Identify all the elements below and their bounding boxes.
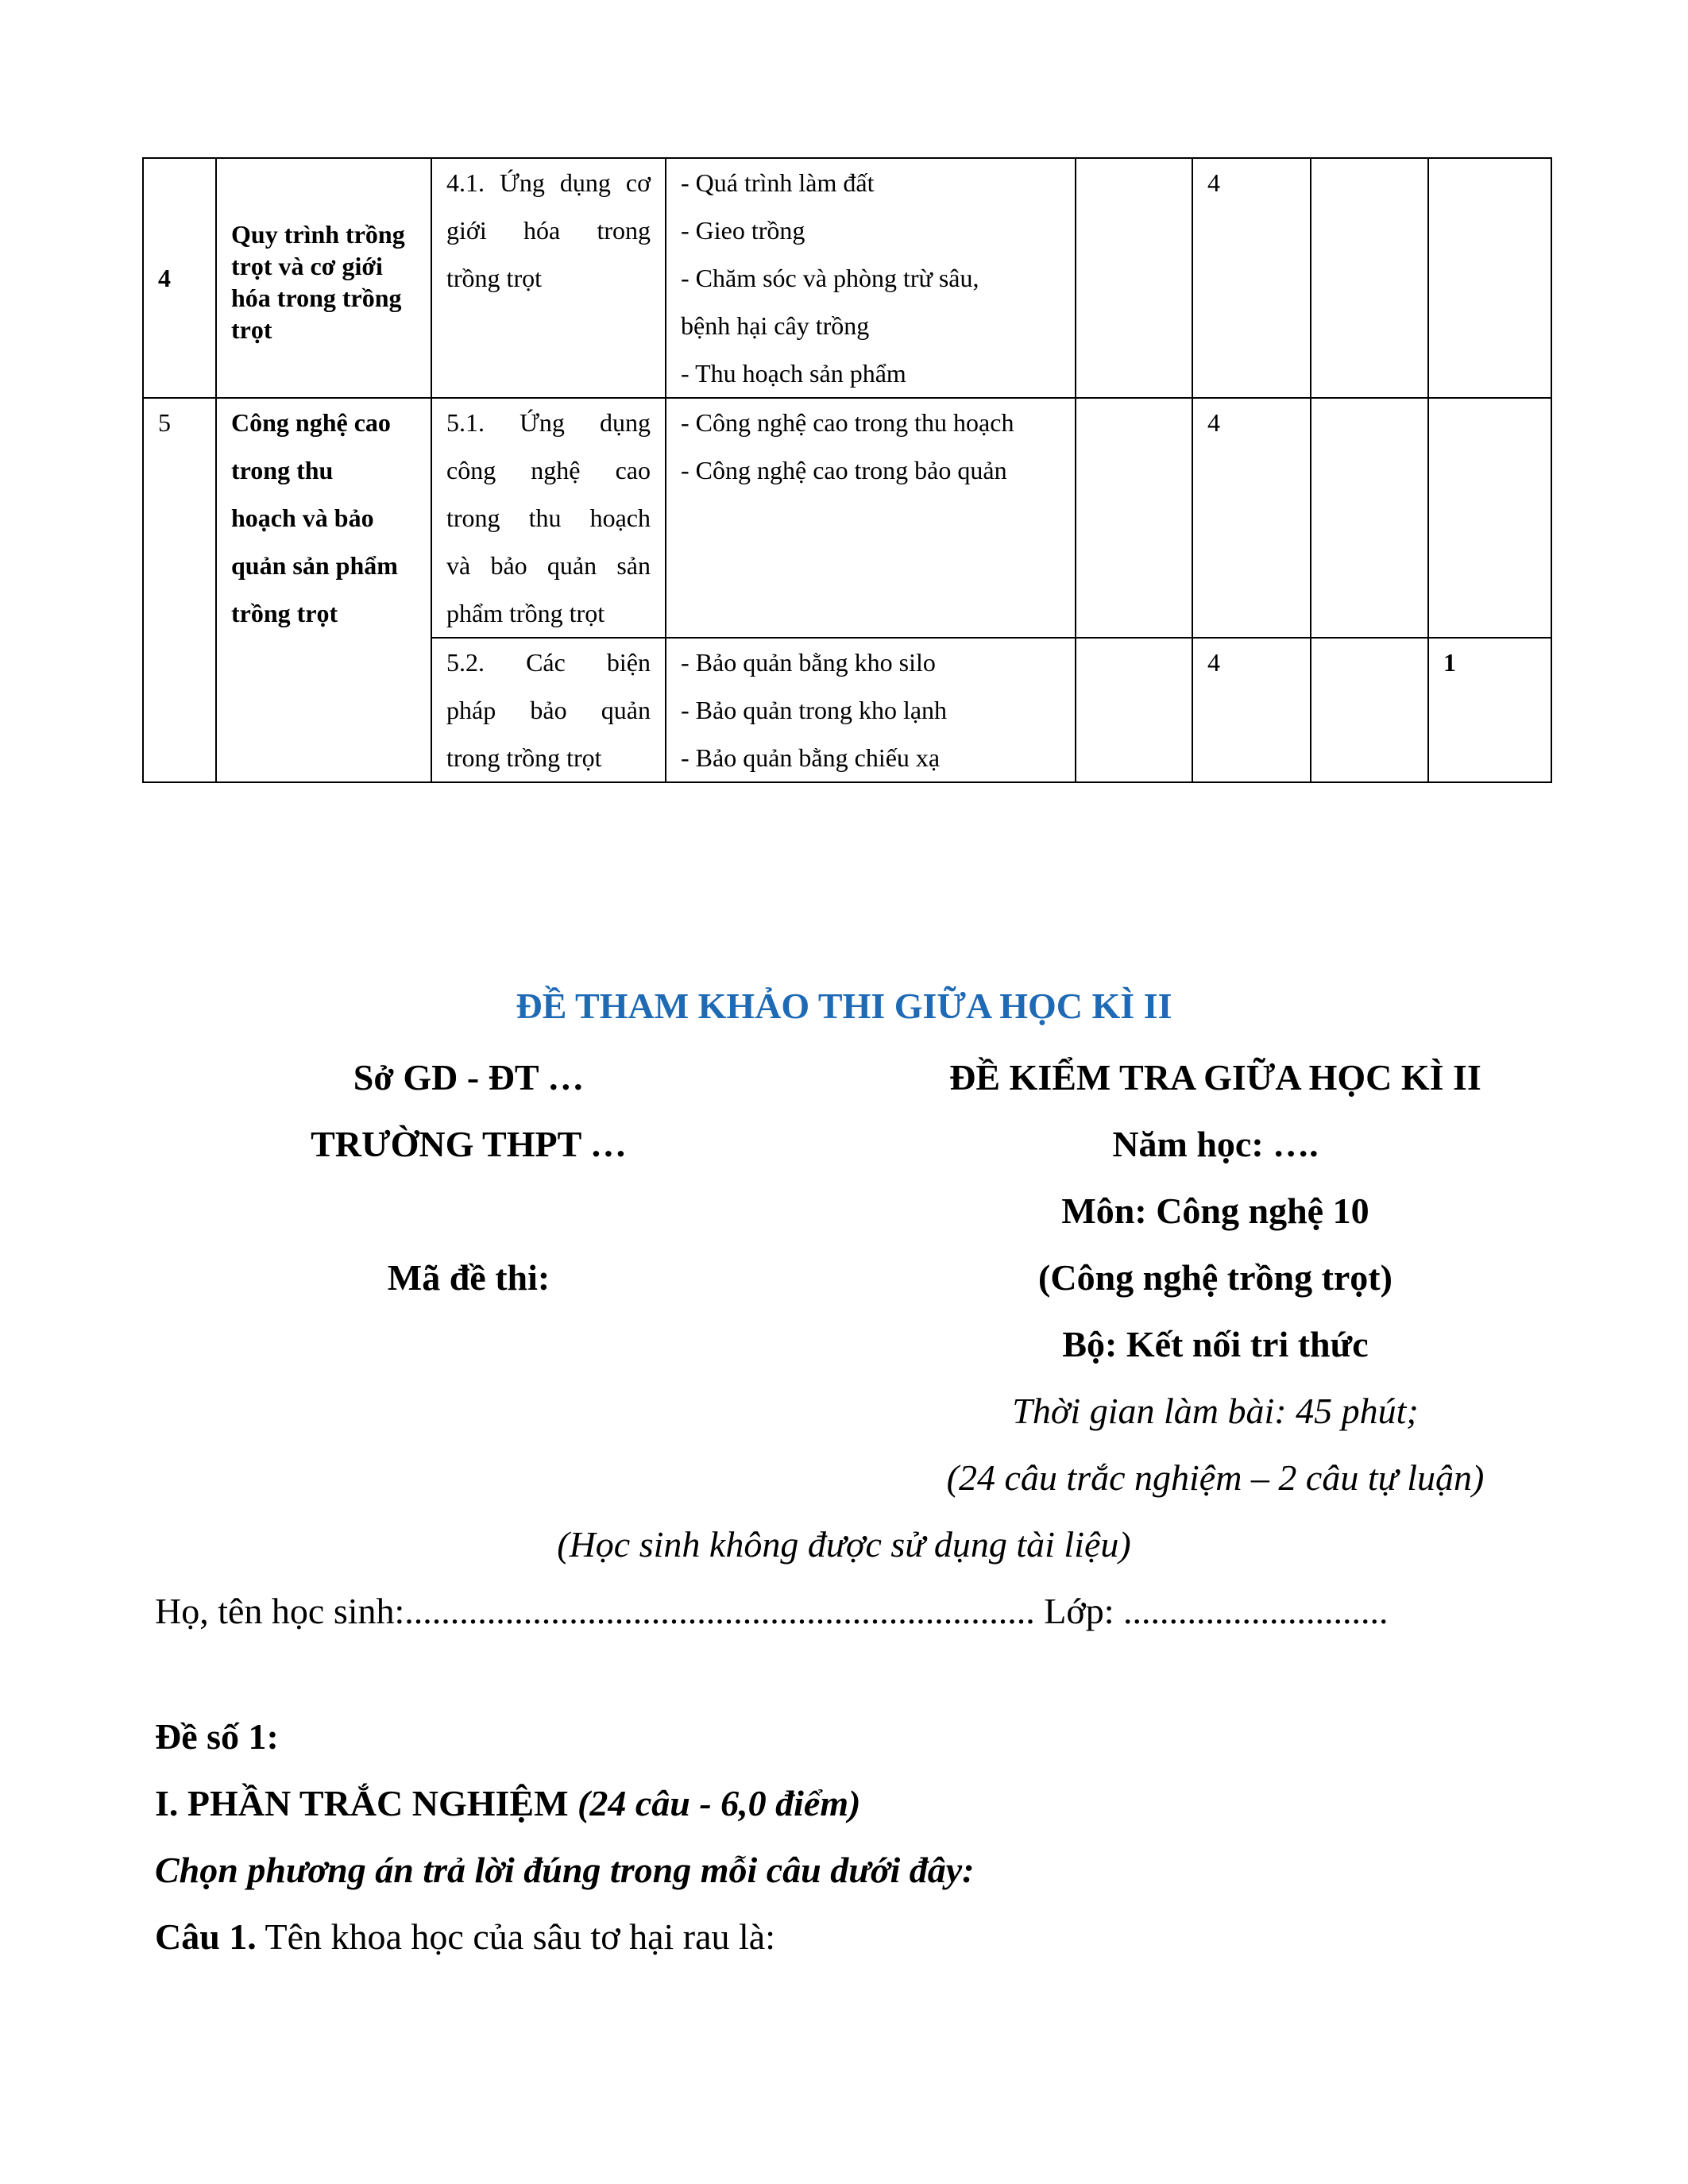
content-line: - Chăm sóc và phòng trừ sâu,	[681, 264, 979, 292]
count-cell	[1076, 158, 1192, 398]
topic-line: Công nghệ cao	[231, 408, 391, 437]
exam-code-label: Mã đề thi:	[387, 1257, 550, 1298]
content-line: - Quá trình làm đất	[681, 168, 875, 197]
table-row	[143, 398, 1551, 638]
unit-line: trong trồng trọt	[446, 743, 602, 772]
unit-cell	[431, 398, 666, 638]
instruction: Chọn phương án trả lời đúng trong mỗi câu dưới đây:	[155, 1850, 975, 1890]
topic-line: trong thu	[231, 456, 334, 484]
exam-structure: (24 câu trắc nghiệm – 2 câu tự luận)	[946, 1457, 1485, 1498]
unit-cell	[431, 638, 666, 782]
content-cell	[666, 638, 1076, 782]
question-text: Tên khoa học của sâu tơ hại rau là:	[256, 1916, 775, 1957]
unit-line: 5.2. Các biện	[446, 648, 651, 677]
content-cell	[666, 158, 1076, 398]
content-line: - Bảo quản trong kho lạnh	[681, 696, 948, 724]
department-name: Sở GD - ĐT …	[353, 1057, 585, 1098]
unit-line: 4.1. Ứng dụng cơ	[446, 168, 651, 197]
reference-exam-title: ĐỀ THAM KHẢO THI GIỮA HỌC KÌ II	[516, 986, 1172, 1026]
content-line: - Bảo quản bằng kho silo	[681, 648, 936, 677]
subject: Môn: Công nghệ 10	[1061, 1190, 1369, 1231]
topic-line: hoạch và bảo	[231, 504, 374, 532]
topic-line: quản sản phẩm	[231, 551, 398, 580]
exam-set-label: Đề số 1:	[155, 1716, 279, 1757]
count-cell	[1076, 638, 1192, 782]
topic-cell: Quy trình trồng trọt và cơ giới hóa trong trồng trọt	[216, 158, 431, 398]
unit-line: và bảo quản sản	[446, 551, 651, 580]
content-line: - Gieo trồng	[681, 216, 805, 245]
section-heading	[155, 1782, 860, 1824]
count-cell: 4	[1192, 158, 1311, 398]
content-line: bệnh hại cây trồng	[681, 311, 870, 340]
topic-cell	[216, 398, 431, 782]
count-cell: 1	[1428, 638, 1551, 782]
unit-line: phẩm trồng trọt	[446, 599, 605, 627]
exam-matrix-table	[142, 157, 1552, 783]
content-line: - Thu hoạch sản phẩm	[681, 359, 906, 388]
section-note: (24 câu - 6,0 điểm)	[577, 1783, 861, 1823]
sub-subject: (Công nghệ trồng trọt)	[1038, 1257, 1393, 1298]
content-line: - Công nghệ cao trong bảo quản	[681, 456, 1007, 484]
unit-line: trồng trọt	[446, 264, 542, 292]
content-cell	[666, 398, 1076, 638]
unit-line: trong thu hoạch	[446, 504, 651, 532]
unit-line: giới hóa trong	[446, 216, 651, 245]
student-info-line: Họ, tên học sinh:..................................................................... Lớp: .............................	[155, 1591, 1389, 1631]
question-label: Câu 1.	[155, 1916, 257, 1957]
textbook-series: Bộ: Kết nối tri thức	[1062, 1324, 1369, 1364]
count-cell: 4	[1192, 638, 1311, 782]
count-cell	[1311, 158, 1428, 398]
count-cell: 4	[1192, 398, 1311, 638]
count-cell	[1428, 398, 1551, 638]
row-number: 5	[143, 398, 216, 782]
exam-note: (Học sinh không được sử dụng tài liệu)	[557, 1524, 1131, 1565]
table-row	[143, 158, 1551, 398]
content-line: - Bảo quản bằng chiếu xạ	[681, 743, 941, 772]
unit-line: công nghệ cao	[446, 456, 651, 484]
school-year: Năm học: ….	[1112, 1124, 1319, 1164]
count-cell	[1311, 398, 1428, 638]
row-number: 4	[143, 158, 216, 398]
topic-line: trồng trọt	[231, 599, 338, 627]
exam-name: ĐỀ KIỂM TRA GIỮA HỌC KÌ II	[949, 1057, 1481, 1098]
count-cell	[1076, 398, 1192, 638]
school-name: TRƯỜNG THPT …	[311, 1124, 627, 1164]
unit-line: pháp bảo quản	[446, 696, 651, 724]
question-1	[155, 1916, 775, 1958]
count-cell	[1428, 158, 1551, 398]
unit-line: 5.1. Ứng dụng	[446, 408, 651, 437]
exam-duration: Thời gian làm bài: 45 phút;	[1012, 1391, 1419, 1431]
content-line: - Công nghệ cao trong thu hoạch	[681, 408, 1014, 437]
unit-cell	[431, 158, 666, 398]
section-title: I. PHẦN TRẮC NGHIỆM	[155, 1783, 569, 1823]
count-cell	[1311, 638, 1428, 782]
